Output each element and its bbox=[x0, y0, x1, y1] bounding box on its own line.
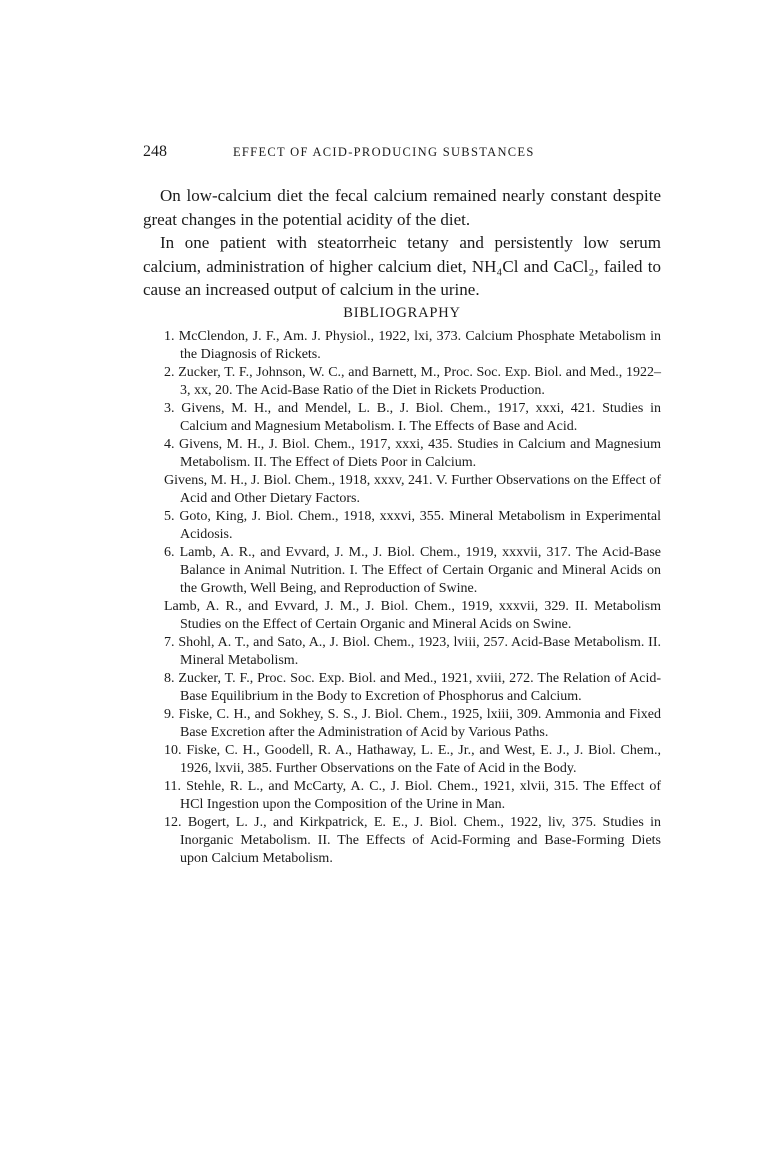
reference-text: Stehle, R. L., and McCarty, A. C., J. Biol. Chem., 1921, xlvii, 315. The Effect of HCl Ingestion upon the Composition of the Urine in Man. bbox=[180, 778, 662, 812]
reference-number: 10. bbox=[164, 742, 182, 758]
reference-text: Zucker, T. F., Johnson, W. C., and Barnett, M., Proc. Soc. Exp. Biol. and Med., 1922–3, xx, 20. The Acid-Base Ratio of the Diet in Rickets Production. bbox=[178, 364, 661, 398]
reference-number: 2. bbox=[164, 364, 175, 380]
reference-12 bbox=[143, 814, 661, 868]
reference-text: Lamb, A. R., and Evvard, J. M., J. Biol. Chem., 1919, xxxvii, 317. The Acid-Base Balance in Animal Nutrition. I. The Effect of Certain Organic and Mineral Acids on the Growth, Well Being, and Reproduction of Swine. bbox=[179, 544, 661, 596]
reference-text: Fiske, C. H., Goodell, R. A., Hathaway, L. E., Jr., and West, E. J., J. Biol. Chem., 1926, lxvii, 385. Further Observations on the Fate of Acid in the Body. bbox=[180, 742, 661, 776]
reference-number: 3. bbox=[164, 400, 175, 416]
paragraph-steatorrheic-tetany: In one patient with steatorrheic tetany and persistently low serum calcium, administration of higher calcium diet, NH₄Cl and CaCl₂, failed to cause an increased output of calcium in the urine. bbox=[143, 233, 661, 299]
running-head: EFFECT OF ACID-PRODUCING SUBSTANCES bbox=[233, 145, 535, 159]
reference-number: 12. bbox=[164, 814, 182, 830]
reference-9 bbox=[143, 706, 661, 742]
reference-3 bbox=[143, 400, 661, 436]
reference-number: 8. bbox=[164, 670, 175, 686]
reference-number: 11. bbox=[164, 778, 181, 794]
reference-text: Shohl, A. T., and Sato, A., J. Biol. Chem., 1923, lviii, 257. Acid-Base Metabolism. II. Mineral Metabolism. bbox=[178, 634, 662, 668]
reference-number: 7. bbox=[164, 634, 175, 650]
reference-number: 4. bbox=[164, 436, 175, 452]
reference-6 bbox=[143, 544, 661, 598]
reference-number: 6. bbox=[164, 544, 175, 560]
reference-8 bbox=[143, 670, 661, 706]
page bbox=[143, 143, 661, 868]
reference-number: 5. bbox=[164, 508, 175, 524]
reference-text: Givens, M. H., and Mendel, L. B., J. Biol. Chem., 1917, xxxi, 421. Studies in Calcium and Magnesium Metabolism. I. The Effects of Base and Acid. bbox=[180, 400, 661, 434]
reference-6-continuation: Lamb, A. R., and Evvard, J. M., J. Biol. Chem., 1919, xxxvii, 329. II. Metabolism Studies on the Effect of Certain Organic and Mineral Acids on Swine. bbox=[164, 598, 661, 632]
reference-text: Givens, M. H., J. Biol. Chem., 1917, xxxi, 435. Studies in Calcium and Magnesium Metabolism. II. The Effect of Diets Poor in Calcium. bbox=[179, 436, 661, 470]
reference-1 bbox=[143, 328, 661, 364]
reference-10 bbox=[143, 742, 661, 778]
bibliography-title: BIBLIOGRAPHY bbox=[343, 304, 461, 321]
reference-text: Fiske, C. H., and Sokhey, S. S., J. Biol. Chem., 1925, lxiii, 309. Ammonia and Fixed Base Excretion after the Administration of Acid by Various Paths. bbox=[178, 706, 661, 740]
reference-11 bbox=[143, 778, 661, 814]
reference-text: Zucker, T. F., Proc. Soc. Exp. Biol. and Med., 1921, xviii, 272. The Relation of Acid-Base Equilibrium in the Body to Excretion of Phosphorus and Calcium. bbox=[178, 670, 661, 704]
reference-number: 9. bbox=[164, 706, 175, 722]
reference-4 bbox=[143, 436, 661, 472]
paragraph-fecal-calcium: On low-calcium diet the fecal calcium remained nearly constant despite great changes in the potential acidity of the diet. bbox=[143, 186, 661, 229]
reference-4-continuation: Givens, M. H., J. Biol. Chem., 1918, xxxv, 241. V. Further Observations on the Effect of Acid and Other Dietary Factors. bbox=[164, 472, 661, 506]
reference-list bbox=[143, 328, 661, 868]
reference-5 bbox=[143, 508, 661, 544]
reference-number: 1. bbox=[164, 328, 175, 344]
reference-text: McClendon, J. F., Am. J. Physiol., 1922, lxi, 373. Calcium Phosphate Metabolism in the Diagnosis of Rickets. bbox=[178, 328, 661, 362]
reference-text: Goto, King, J. Biol. Chem., 1918, xxxvi, 355. Mineral Metabolism in Experimental Acidosis. bbox=[179, 508, 662, 542]
reference-text: Bogert, L. J., and Kirkpatrick, E. E., J. Biol. Chem., 1922, liv, 375. Studies in Inorganic Metabolism. II. The Effects of Acid-Forming and Base-Forming Diets upon Calcium Metabolism. bbox=[180, 814, 662, 866]
reference-2 bbox=[143, 364, 661, 400]
page-number: 248 bbox=[143, 143, 167, 160]
reference-7 bbox=[143, 634, 661, 670]
page-header bbox=[143, 143, 661, 163]
